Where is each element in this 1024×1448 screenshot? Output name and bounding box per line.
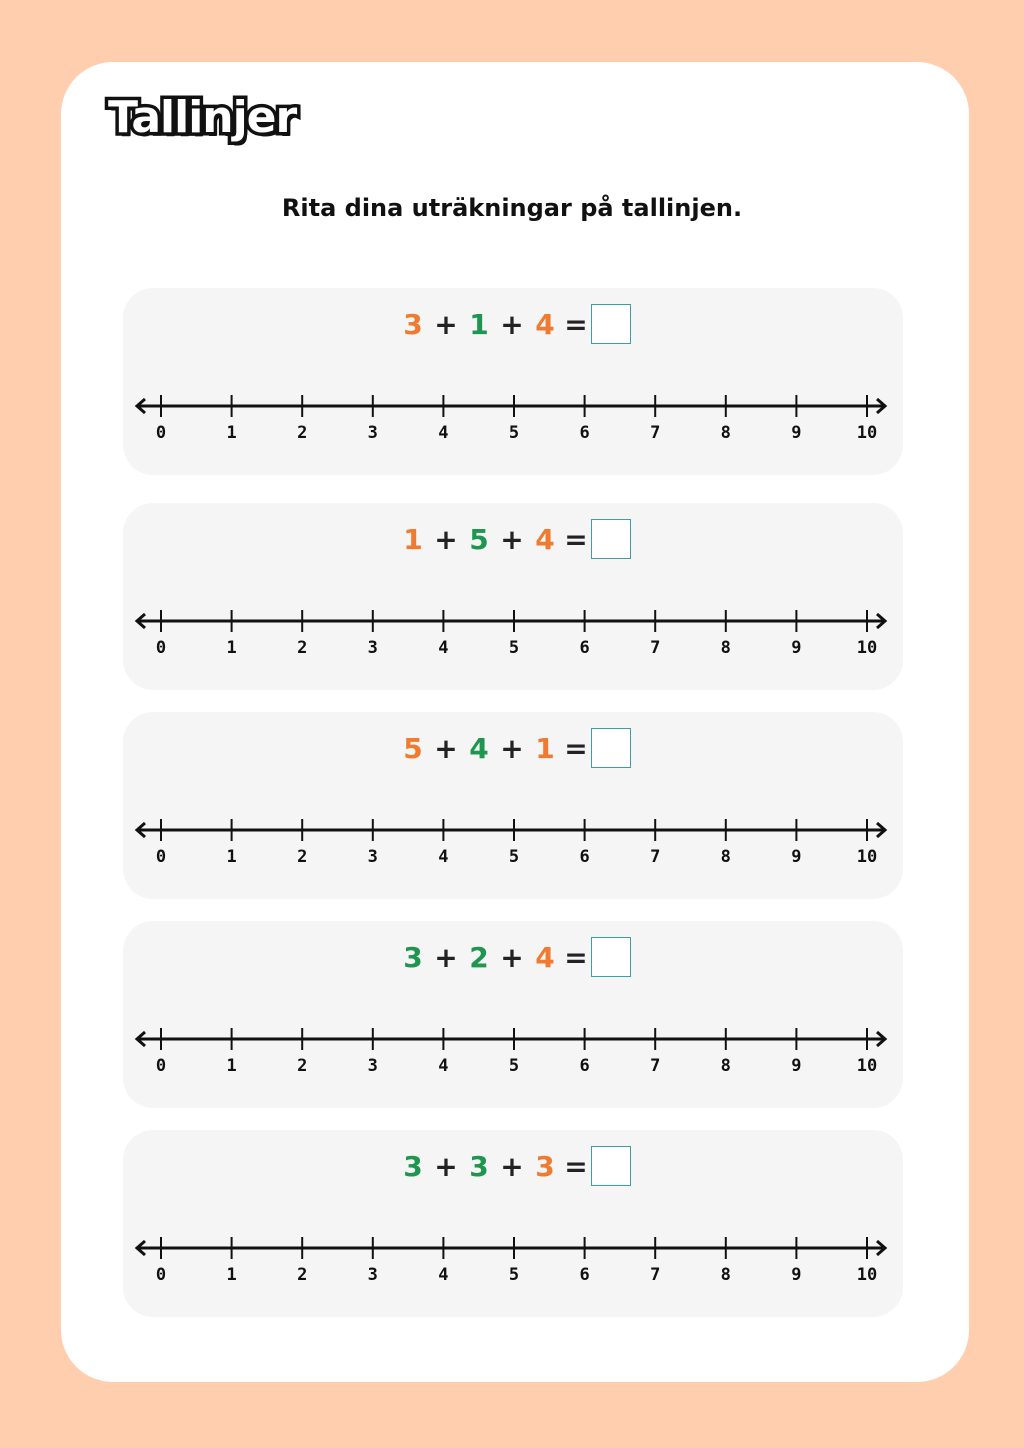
equation-term: 3: [535, 1149, 555, 1183]
instruction-text: Rita dina uträkningar på tallinjen.: [281, 194, 743, 222]
equation: [123, 1144, 903, 1188]
equation-term: 4: [535, 940, 555, 974]
plus-sign: +: [434, 522, 458, 556]
number-line-label: 9: [791, 1056, 802, 1076]
number-line-label: 9: [791, 1265, 802, 1285]
equation-term: 4: [469, 731, 489, 765]
number-line-label: 0: [155, 1056, 167, 1076]
equation-term: 4: [535, 307, 555, 341]
answer-box[interactable]: [591, 1146, 631, 1186]
number-line-label: 9: [791, 847, 802, 867]
plus-sign: +: [500, 731, 524, 765]
number-line: [123, 603, 903, 663]
number-line-label: 0: [155, 638, 167, 658]
plus-sign: +: [500, 940, 524, 974]
equation-term: 3: [403, 940, 423, 974]
number-line-label: 3: [367, 1265, 378, 1285]
number-line-label: 5: [508, 847, 520, 867]
equation-term: 1: [535, 731, 555, 765]
number-line-label: 8: [720, 423, 731, 443]
number-line-label: 0: [155, 1265, 167, 1285]
equation-term: 3: [403, 307, 423, 341]
equals-sign: =: [564, 940, 588, 974]
number-line-label: 8: [720, 638, 731, 658]
number-line-label: 6: [579, 1265, 590, 1285]
number-line-label: 7: [650, 1265, 661, 1285]
number-line-label: 4: [438, 1265, 449, 1285]
number-line-label: 4: [438, 1056, 449, 1076]
number-line-label: 5: [508, 1056, 520, 1076]
number-line-label: 10: [856, 1056, 878, 1076]
number-line-label: 5: [508, 638, 520, 658]
plus-sign: +: [500, 522, 524, 556]
problem-card: [123, 503, 903, 690]
number-line-label: 2: [297, 638, 308, 658]
number-line-label: 7: [650, 847, 661, 867]
number-line-label: 2: [297, 1265, 308, 1285]
number-line-label: 1: [226, 1056, 237, 1076]
number-line-label: 8: [720, 847, 731, 867]
number-line-label: 10: [856, 1265, 878, 1285]
number-line-label: 5: [508, 1265, 520, 1285]
number-line-label: 0: [155, 847, 167, 867]
number-line-label: 1: [226, 423, 237, 443]
equals-sign: =: [564, 1149, 588, 1183]
number-line-label: 9: [791, 638, 802, 658]
answer-box[interactable]: [591, 728, 631, 768]
number-line-label: 10: [856, 638, 878, 658]
number-line-label: 3: [367, 423, 378, 443]
number-line-label: 2: [297, 1056, 308, 1076]
number-line-label: 1: [226, 847, 237, 867]
number-line-label: 5: [508, 423, 520, 443]
number-line-label: 0: [155, 423, 167, 443]
equation-term: 4: [535, 522, 555, 556]
number-line: [123, 388, 903, 448]
problem-card: [123, 712, 903, 899]
number-line-label: 6: [579, 423, 590, 443]
number-line-label: 4: [438, 638, 449, 658]
problem-card: [123, 288, 903, 475]
number-line-label: 7: [650, 423, 661, 443]
number-line-label: 8: [720, 1265, 731, 1285]
number-line-label: 10: [856, 423, 878, 443]
equation-term: 5: [469, 522, 489, 556]
number-line-label: 8: [720, 1056, 731, 1076]
number-line-label: 4: [438, 847, 449, 867]
number-line-label: 2: [297, 847, 308, 867]
plus-sign: +: [434, 731, 458, 765]
equation-term: 3: [469, 1149, 489, 1183]
number-line-label: 3: [367, 638, 378, 658]
equation-term: 1: [403, 522, 423, 556]
answer-box[interactable]: [591, 937, 631, 977]
number-line-label: 6: [579, 1056, 590, 1076]
number-line-label: 10: [856, 847, 878, 867]
plus-sign: +: [434, 1149, 458, 1183]
problem-card: [123, 921, 903, 1108]
number-line-label: 6: [579, 638, 590, 658]
equals-sign: =: [564, 307, 588, 341]
equation: [123, 302, 903, 346]
problem-card: [123, 1130, 903, 1317]
plus-sign: +: [500, 307, 524, 341]
number-line-label: 4: [438, 423, 449, 443]
equation: [123, 726, 903, 770]
plus-sign: +: [500, 1149, 524, 1183]
equation-term: 1: [469, 307, 489, 341]
answer-box[interactable]: [591, 304, 631, 344]
number-line-label: 1: [226, 638, 237, 658]
equation: [123, 517, 903, 561]
number-line-label: 3: [367, 1056, 378, 1076]
number-line-label: 6: [579, 847, 590, 867]
number-line: [123, 1021, 903, 1081]
number-line-label: 9: [791, 423, 802, 443]
number-line-label: 7: [650, 1056, 661, 1076]
equals-sign: =: [564, 522, 588, 556]
answer-box[interactable]: [591, 519, 631, 559]
number-line: [123, 812, 903, 872]
plus-sign: +: [434, 940, 458, 974]
equation-term: 3: [403, 1149, 423, 1183]
number-line-label: 3: [367, 847, 378, 867]
equation: [123, 935, 903, 979]
page-title: Tallinjer: [108, 92, 297, 143]
number-line-label: 7: [650, 638, 661, 658]
plus-sign: +: [434, 307, 458, 341]
equals-sign: =: [564, 731, 588, 765]
equation-term: 5: [403, 731, 423, 765]
number-line: [123, 1230, 903, 1290]
number-line-label: 1: [226, 1265, 237, 1285]
equation-term: 2: [469, 940, 489, 974]
number-line-label: 2: [297, 423, 308, 443]
